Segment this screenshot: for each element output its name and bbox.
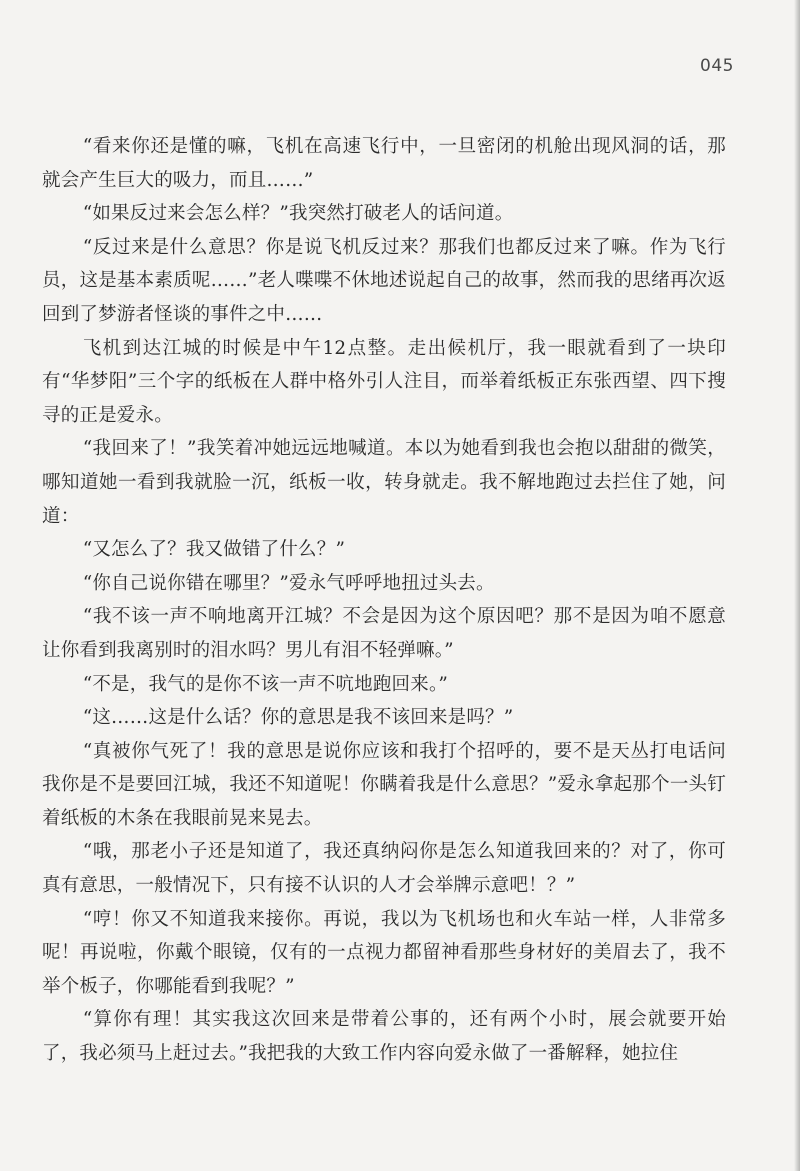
paragraph: 飞机到达江城的时候是中午12点整。走出候机厅，我一眼就看到了一块印有“华梦阳”三个字的纸板在人群中格外引人注目，而举着纸板正东张西望、四下搜寻的正是爱永。	[42, 337, 726, 426]
paragraph: “你自己说你错在哪里？”爱永气呼呼地扭过头去。	[82, 572, 495, 594]
paragraph: “反过来是什么意思？你是说飞机反过来？那我们也都反过来了嘛。作为飞行员，这是基本素质呢……”老人喋喋不休地述说起自己的故事，然而我的思绪再次返回到了梦游者怪谈的事件之中……	[42, 236, 726, 325]
paragraph: “不是，我气的是你不该一声不吭地跑回来。”	[82, 673, 449, 695]
paragraph: “这……这是什么话？你的意思是我不该回来是吗？”	[82, 707, 514, 729]
paragraph: “又怎么了？我又做错了什么？”	[82, 539, 346, 561]
paragraph: “哦，那老小子还是知道了，我还真纳闷你是怎么知道我回来的？对了，你可真有意思，一般情况下，只有接不认识的人才会举牌示意吧！？”	[42, 841, 726, 897]
paragraph: “看来你还是懂的嘛，飞机在高速飞行中，一旦密闭的机舱出现风洞的话，那就会产生巨大的吸力，而且……”	[42, 136, 726, 191]
page-number: 045	[700, 56, 734, 76]
body-text	[42, 130, 726, 1140]
paragraph: “算你有理！其实我这次回来是带着公事的，还有两个小时，展会就要开始了，我必须马上赶过去。”我把我的大致工作内容向爱永做了一番解释，她拉住	[42, 1009, 726, 1065]
paragraph: “真被你气死了！我的意思是说你应该和我打个招呼的，要不是天丛打电话问我你是不是要回江城，我还不知道呢！你瞒着我是什么意思？”爱永拿起那个一头钉着纸板的木条在我眼前晃来晃去。	[42, 740, 726, 829]
page-edge-shadow	[794, 0, 800, 1171]
paragraph: “我不该一声不响地离开江城？不会是因为这个原因吧？那不是因为咱不愿意让你看到我离别时的泪水吗？男儿有泪不轻弹嘛。”	[42, 606, 726, 661]
paragraph: “哼！你又不知道我来接你。再说，我以为飞机场也和火车站一样，人非常多呢！再说啦，你戴个眼镜，仅有的一点视力都留神看那些身材好的美眉去了，我不举个板子，你哪能看到我呢？”	[42, 908, 726, 997]
paragraph: “我回来了！”我笑着冲她远远地喊道。本以为她看到我也会抱以甜甜的微笑，哪知道她一看到我就脸一沉，纸板一收，转身就走。我不解地跑过去拦住了她，问道：	[42, 438, 726, 527]
paragraph: “如果反过来会怎么样？”我突然打破老人的话问道。	[82, 203, 514, 225]
